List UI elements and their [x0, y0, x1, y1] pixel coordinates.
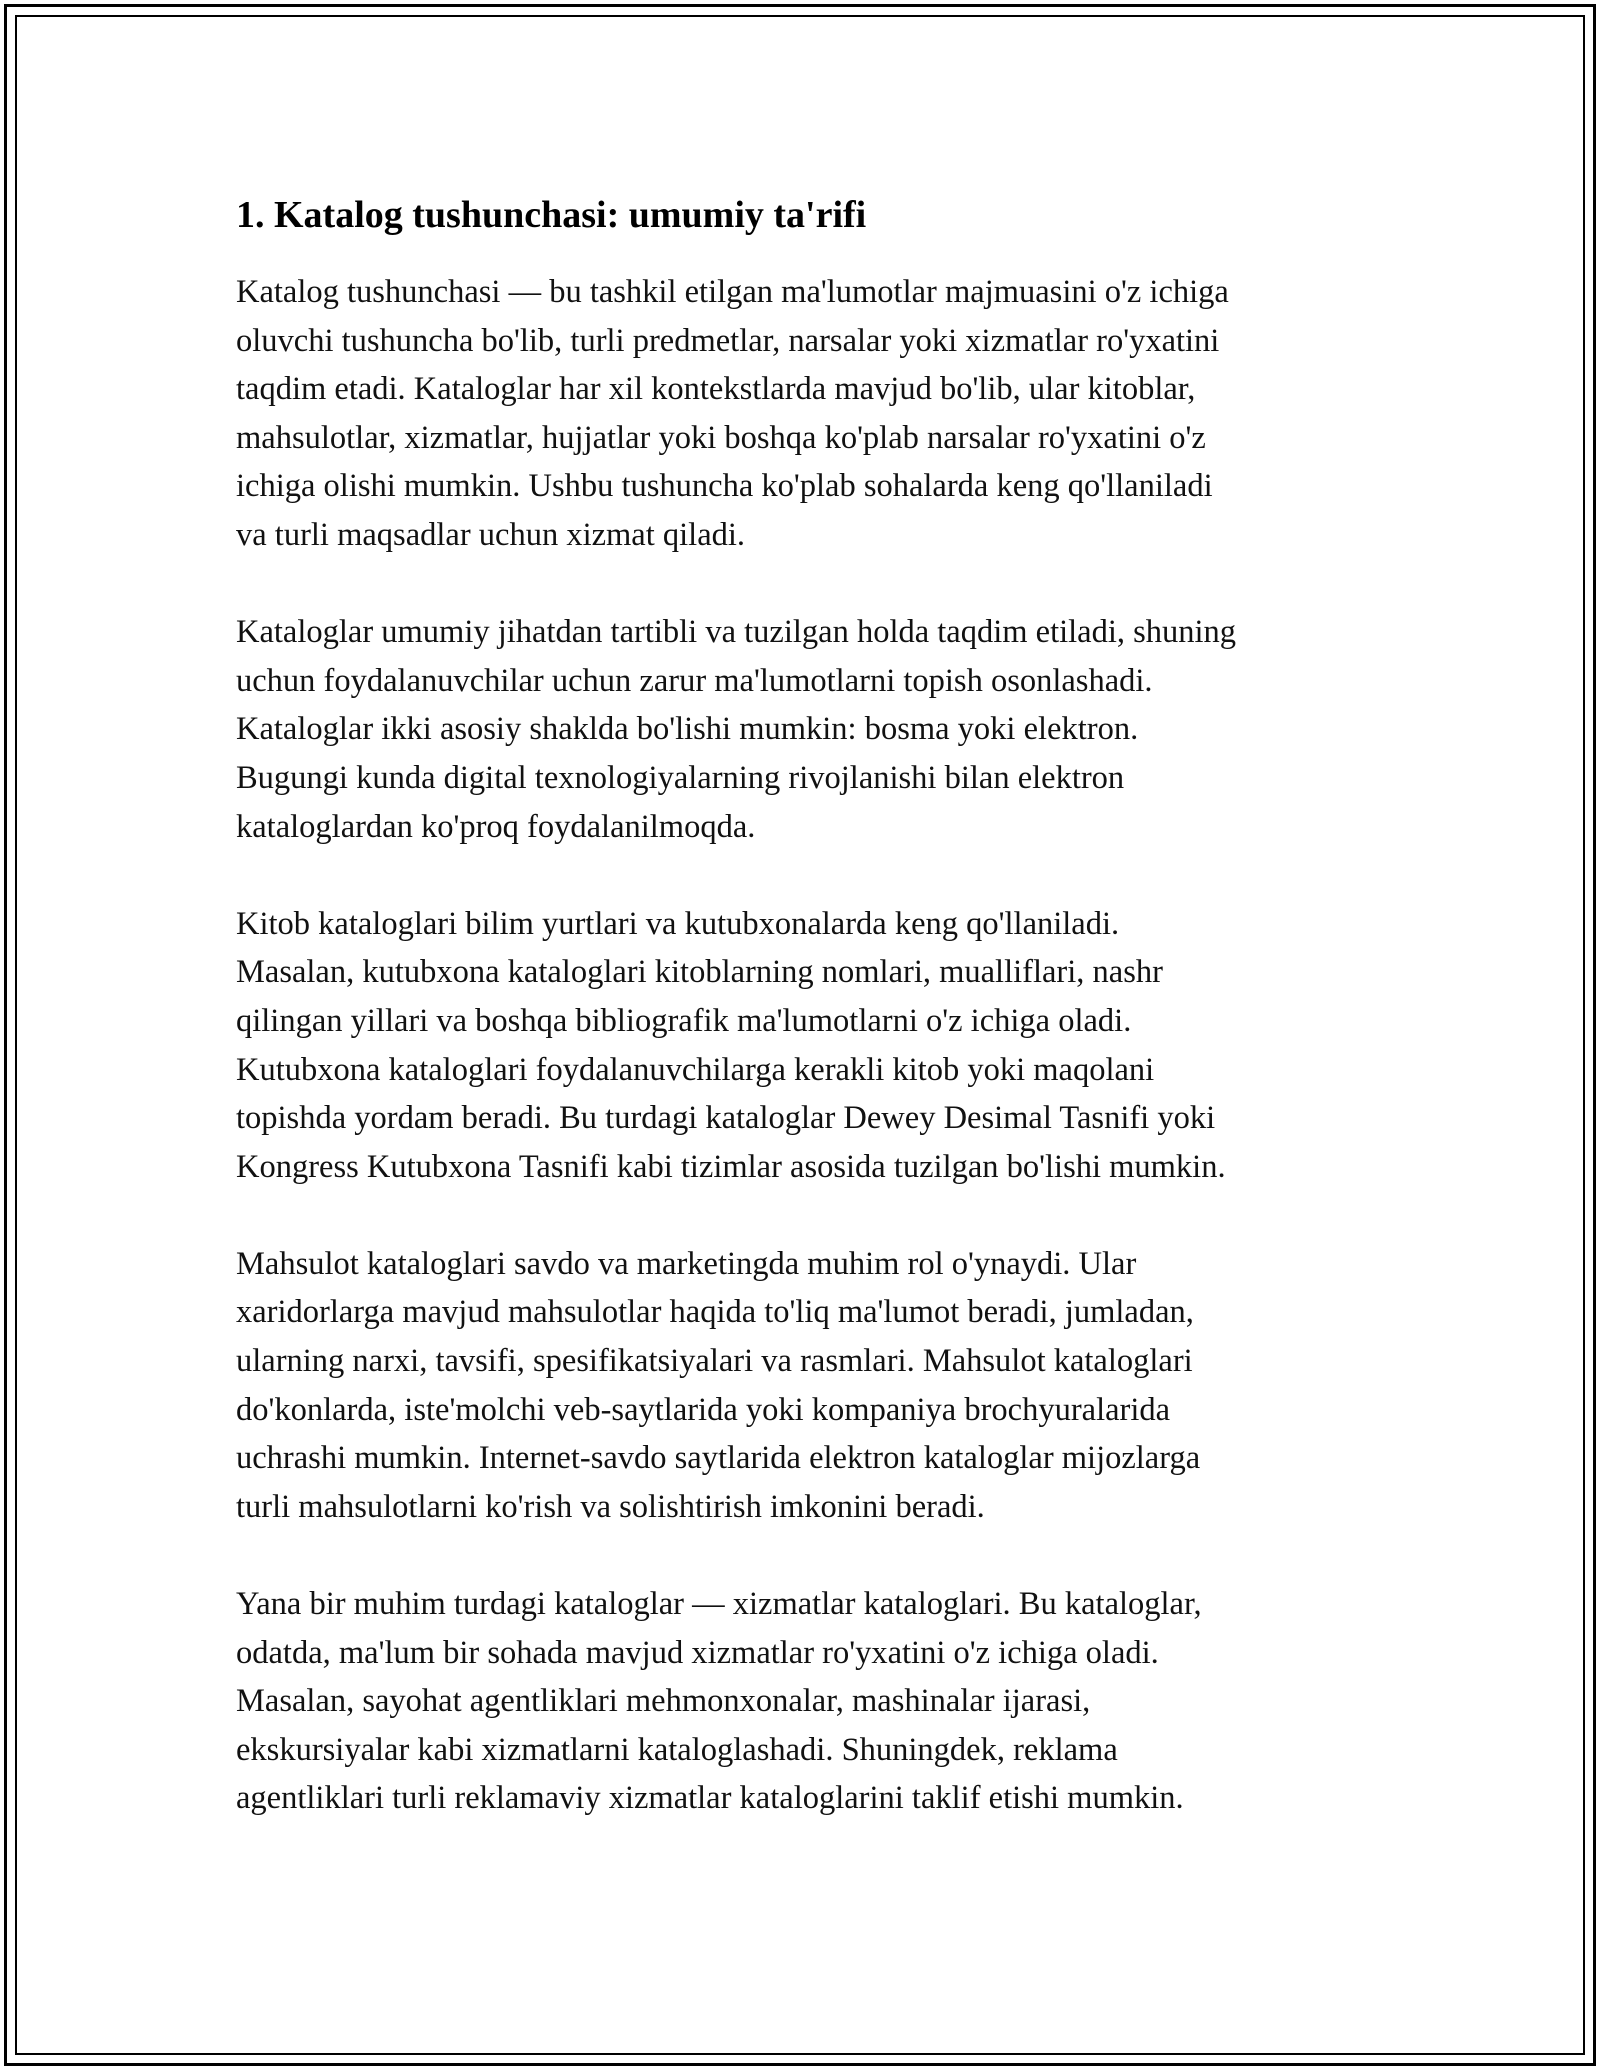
paragraph-5: Yana bir muhim turdagi kataloglar — xizmatlar kataloglari. Bu kataloglar, odatda, ma'lum bir sohada mavjud xizmatlar ro'yxatini o'z ichiga oladi. Masalan, sayohat agentliklari mehmonxonalar, mashinalar ijarasi, ekskursiyalar kabi xizmatlarni kataloglashadi. Shuningdek, reklama agentliklari turli reklamaviy xizmatlar kataloglarini taklif etishi mumkin. [236, 1586, 1202, 1817]
paragraph-4: Mahsulot kataloglari savdo va marketingda muhim rol o'ynaydi. Ular xaridorlarga mavjud mahsulotlar haqida to'liq ma'lumot beradi, jumladan, ularning narxi, tavsifi, spesifikatsiyalari va rasmlari. Mahsulot kataloglari do'konlarda, iste'molchi veb-saytlarida yoki kompaniya brochyuralarida uchrashi mumkin. Internet-savdo saytlarida elektron kataloglar mijozlarga turli mahsulotlarni ko'rish va solishtirish imkonini beradi. [236, 1245, 1201, 1525]
document-body [236, 185, 1386, 1872]
paragraph-3: Kitob kataloglari bilim yurtlari va kutubxonalarda keng qo'llaniladi. Masalan, kutubxona kataloglari kitoblarning nomlari, mualliflari, nashr qilingan yillari va boshqa bibliografik ma'lumotlarni o'z ichiga oladi. Kutubxona kataloglari foydalanuvchilarga kerakli kitob yoki maqolani topishda yordam beradi. Bu turdagi kataloglar Dewey Desimal Tasnifi yoki Kongress Kutubxona Tasnifi kabi tizimlar asosida tuzilgan bo'lishi mumkin. [236, 905, 1226, 1185]
paragraph-2: Kataloglar umumiy jihatdan tartibli va tuzilgan holda taqdim etiladi, shuning uchun foydalanuvchilar uchun zarur ma'lumotlarni topish osonlashadi. Kataloglar ikki asosiy shaklda bo'lishi mumkin: bosma yoki elektron. Bugungi kunda digital texnologiyalarning rivojlanishi bilan elektron kataloglardan ko'proq foydalanilmoqda. [236, 614, 1237, 845]
paragraph-1: Katalog tushunchasi — bu tashkil etilgan ma'lumotlar majmuasini o'z ichiga oluvchi tushuncha bo'lib, turli predmetlar, narsalar yoki xizmatlar ro'yxatini taqdim etadi. Kataloglar har xil kontekstlarda mavjud bo'lib, ular kitoblar, mahsulotlar, xizmatlar, hujjatlar yoki boshqa ko'plab narsalar ro'yxatini o'z ichiga olishi mumkin. Ushbu tushuncha ko'plab sohalarda keng qo'llaniladi va turli maqsadlar uchun xizmat qiladi. [236, 274, 1229, 553]
section-heading: 1. Katalog tushunchasi: umumiy ta'rifi [236, 194, 867, 236]
